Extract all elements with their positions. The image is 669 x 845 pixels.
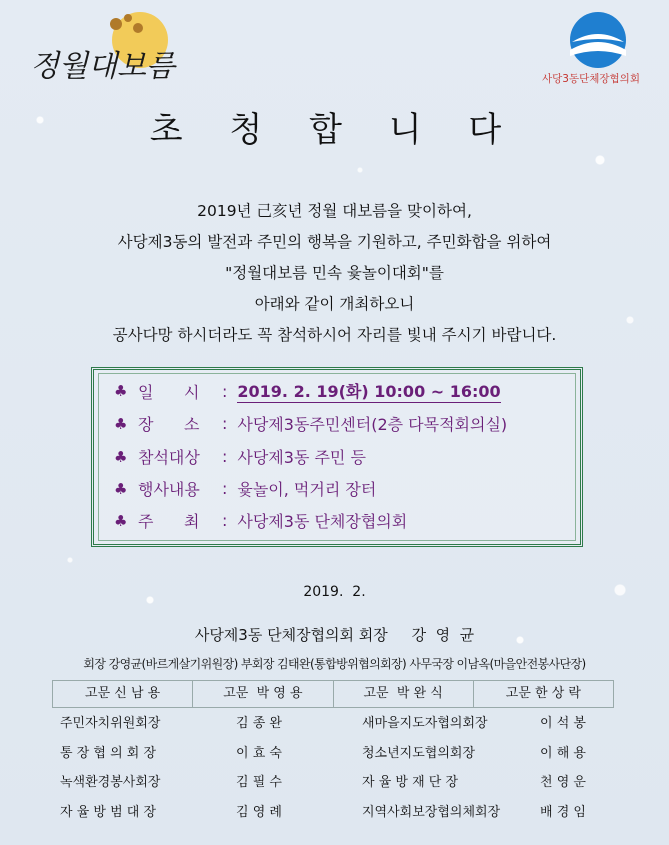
- intro-line: 사당제3동의 발전과 주민의 행복을 기원하고, 주민화합을 위하여: [117, 233, 552, 251]
- member-role: 지역사회보장협의체회장: [362, 805, 501, 820]
- member-name: 김 종 완: [236, 716, 282, 731]
- intro-line: 아래와 같이 개최하오니: [254, 295, 415, 313]
- detail-row-venue: [114, 412, 507, 435]
- detail-colon: :: [222, 511, 228, 530]
- member-role: 주민자치위원회장: [60, 716, 161, 731]
- member-name: 천 영 운: [540, 775, 586, 790]
- clover-icon: ♣: [114, 382, 128, 400]
- member-name: 이 해 용: [540, 746, 586, 761]
- detail-label: 장 소: [138, 415, 200, 434]
- detail-label: 일 시: [138, 382, 200, 402]
- detail-label: 주 최: [138, 512, 200, 531]
- page-title: 초 청 합 니 다: [149, 110, 520, 150]
- detail-row-program: [114, 477, 376, 500]
- member-role: 자 율 방 범 대 장: [60, 805, 157, 820]
- detail-label: 참석대상: [138, 448, 200, 467]
- event-logo: [20, 8, 180, 88]
- detail-row-datetime: [114, 379, 501, 403]
- advisors-table: [52, 680, 614, 708]
- member-role: 녹색환경봉사회장: [60, 775, 161, 790]
- clover-icon: ♣: [114, 414, 128, 433]
- detail-value: 윷놀이, 먹거리 장터: [237, 480, 377, 499]
- member-name: 배 경 임: [540, 805, 586, 820]
- advisor-cell: 고문 박 완 식: [334, 681, 474, 707]
- advisor-cell: 고문 한 상 락: [505, 686, 581, 701]
- detail-colon: :: [222, 381, 228, 401]
- clover-icon: ♣: [114, 479, 128, 498]
- detail-value: 사당제3동 단체장협의회: [237, 512, 408, 531]
- detail-colon: :: [222, 414, 228, 433]
- intro-line: "정월대보름 민속 윷놀이대회"를: [225, 264, 444, 282]
- intro-line: 2019년 己亥년 정월 대보름을 맞이하여,: [197, 202, 472, 220]
- invitation-text: [0, 196, 669, 351]
- document-date: 2019. 2.: [303, 584, 366, 600]
- member-role: 자 율 방 재 단 장: [362, 775, 459, 790]
- officers-line: 회장 강영균(바르게살기위원장) 부회장 김태완(통합방위협의회장) 사무국장 이남옥(마을안전봉사단장): [83, 657, 586, 671]
- member-name: 김 영 례: [236, 805, 282, 820]
- detail-value: 2019. 2. 19(화) 10:00 ~ 16:00: [237, 379, 500, 403]
- detail-label: 행사내용: [138, 480, 200, 499]
- detail-row-host: [114, 509, 407, 532]
- member-name: 이 석 봉: [540, 716, 586, 731]
- clover-icon: ♣: [114, 447, 128, 466]
- detail-colon: :: [222, 447, 228, 466]
- member-role: 청소년지도협의회장: [362, 746, 476, 761]
- chairman-signature: 사당제3동 단체장협의회 회장 강 영 균: [194, 626, 475, 644]
- advisor-cell: 고문 신 남 용: [53, 681, 193, 707]
- detail-colon: :: [222, 479, 228, 498]
- intro-line: 공사다망 하시더라도 꼭 참석하시어 자리를 빛내 주시기 바랍니다.: [112, 326, 557, 344]
- logo-left-text: 정월대보름: [30, 49, 175, 84]
- detail-row-attendees: [114, 445, 366, 468]
- event-details-box: [91, 367, 583, 547]
- member-role: 새마을지도자협의회장: [362, 716, 488, 731]
- member-role: 통 장 협 의 회 장: [60, 746, 157, 761]
- detail-value: 사당제3동주민센터(2층 다목적회의실): [237, 415, 508, 434]
- advisor-cell: 고문 박 영 용: [193, 681, 333, 707]
- clover-icon: ♣: [114, 511, 128, 530]
- member-name: 김 필 수: [236, 775, 282, 790]
- logo-right-text: 사당3동단체장협의회: [542, 73, 640, 85]
- council-logo: [540, 6, 658, 88]
- detail-value: 사당제3동 주민 등: [237, 448, 366, 467]
- member-name: 이 효 숙: [236, 746, 282, 761]
